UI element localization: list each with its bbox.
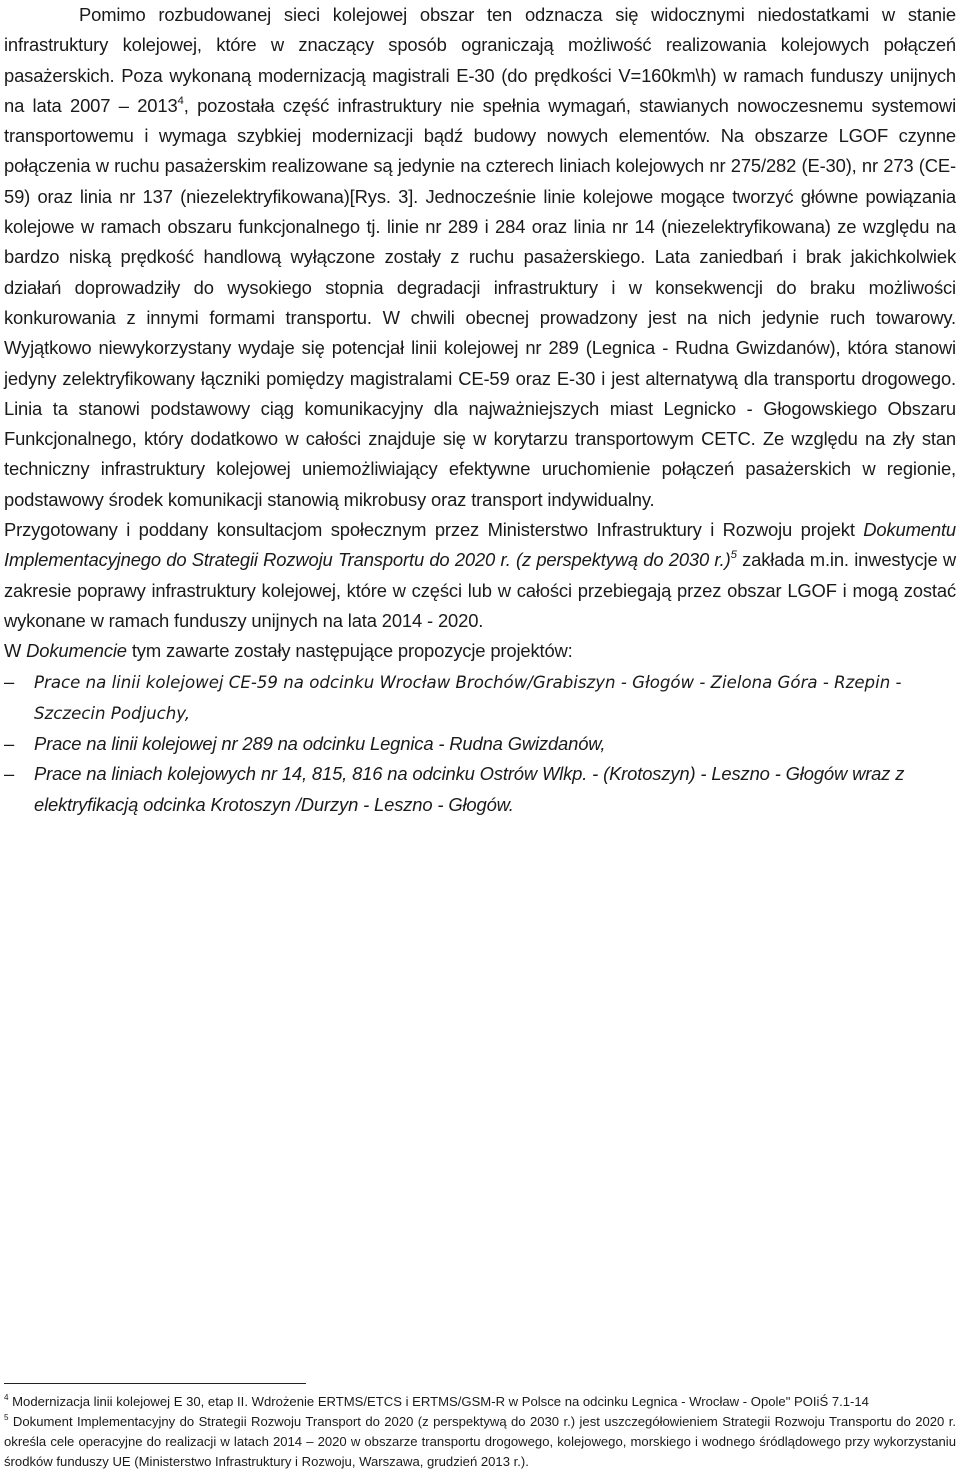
paragraph-text: zakłada m.in. inwestycje w zakresie poprawy infrastruktury kolejowej, które w części lub w całości przebiegają przez obszar LGOF i mogą zostać wykonane w ramach funduszy unijnych na lata 2014 - 2020. (4, 549, 956, 631)
footnote-4 (4, 1392, 956, 1412)
footnote-number: 4 (4, 1392, 9, 1402)
document-reference: Dokumencie (26, 640, 127, 662)
paragraph-projects-intro (4, 515, 956, 636)
paragraph-text: Przygotowany i poddany konsultacjom społecznym przez Ministerstwo Infrastruktury i Rozwoju projekt (4, 519, 864, 541)
list-item-text: Prace na liniach kolejowych nr 14, 815, 816 na odcinku Ostrów Wlkp. - (Krotoszyn) - Leszno - Głogów wraz z elektryfikacją odcinka Krotoszyn /Durzyn - Leszno - Głogów. (34, 763, 905, 815)
footnote-text: Dokument Implementacyjny do Strategii Rozwoju Transport do 2020 (z perspektywą do 2030 r.) jest uszczegółowieniem Strategii Rozwoju Transportu do 2020 r. określa cele operacyjne do realizacji w latach 2014 – 2020 w obszarze transportu drogowego, kolejowego, morskiego i wodnego śródlądowego przy wykorzystaniu środków funduszy UE (Ministerstwo Infrastruktury i Rozwoju, Warszawa, grudzień 2013 r.). (4, 1414, 956, 1469)
dash-bullet: – (4, 763, 15, 785)
footnote-separator (4, 1383, 306, 1384)
paragraph-text: tym zawarte zostały następujące propozycje projektów: (126, 640, 573, 662)
document-title: Dokumentu Implementacyjnego do Strategii Rozwoju Transportu do 2020 r. (z perspektywą do 2030 r.) (4, 519, 956, 571)
paragraph-text: W (4, 640, 27, 662)
dash-bullet: – (4, 733, 15, 755)
footnote-number: 5 (4, 1412, 9, 1422)
paragraph-infrastructure (4, 0, 956, 515)
list-item-text: Prace na linii kolejowej nr 289 na odcinku Legnica - Rudna Gwizdanów, (34, 733, 606, 755)
footnote-text: Modernizacja linii kolejowej E 30, etap II. Wdrożenie ERTMS/ETCS i ERTMS/GSM-R w Polsce na odcinku Legnica - Wrocław - Opole" POIiŚ 7.1-14 (8, 1394, 869, 1409)
paragraph-list-intro (4, 636, 956, 666)
list-item (4, 667, 956, 730)
footnotes (4, 1392, 956, 1472)
paragraph-text: Pomimo rozbudowanej sieci kolejowej obszar ten odznacza się widocznymi niedostatkami w stanie infrastruktury kolejowej, które w znaczący sposób ograniczają możliwość realizowania kolejowych połączeń pasażerskich. Poza wykonaną modernizacją magistrali E-30 (do prędkości V=160km\h) w ramach funduszy unijnych na lata 2007 – 2013 (4, 4, 956, 116)
footnote-5 (4, 1412, 956, 1472)
list-item-text: Prace na linii kolejowej CE-59 na odcinku Wrocław Brochów/Grabiszyn - Głogów - Zielona Góra - Rzepin - Szczecin Podjuchy, (34, 672, 902, 723)
paragraph-text: , pozostała część infrastruktury nie spełnia wymagań, stawianych nowoczesnemu systemowi transportowemu i wymaga szybkiej modernizacji bądź budowy nowych elementów. Na obszarze LGOF czynne połączenia w ruchu pasażerskim realizowane są jedynie na czterech liniach kolejowych nr 275/282 (E-30), nr 273 (CE-59) oraz linia nr 137 (niezelektryfikowana)[Rys. 3]. Jednocześnie linie kolejowe mogące tworzyć główne powiązania kolejowe w ramach obszaru funkcjonalnego tj. linie nr 289 i 284 oraz linia nr 14 (niezelektryfikowana) ze względu na bardzo niską prędkość handlową wyłączone zostały z ruchu pasażerskiego. Lata zaniedbań i brak jakichkolwiek działań doprowadziły do wysokiego stopnia degradacji infrastruktury i w konsekwencji do braku możliwości konkurowania z innymi formami transportu. W chwili obecnej prowadzony jest na nich jedynie ruch towarowy. Wyjątkowo niewykorzystany wydaje się potencjał linii kolejowej nr 289 (Legnica - Rudna Gwizdanów), która stanowi jedyny zelektryfikowany łączniki pomiędzy magistralami CE-59 oraz E-30 i jest alternatywą dla transportu drogowego. Linia ta stanowi podstawowy ciąg komunikacyjny dla najważniejszych miast Legnicko - Głogowskiego Obszaru Funkcjonalnego, który dodatkowo w całości znajduje się w korytarzu transportowym CETC. Ze względu na zły stan techniczny infrastruktury kolejowej uniemożliwiający efektywne uruchomienie połączeń pasażerskich w regionie, podstawowy środek komunikacji stanowią mikrobusy oraz transport indywidualny. (4, 94, 956, 510)
body-text (4, 0, 956, 820)
project-list (4, 667, 956, 820)
footnote-ref-5[interactable]: 5 (730, 549, 737, 562)
list-item (4, 759, 956, 820)
list-item (4, 729, 956, 759)
footnote-ref-4[interactable]: 4 (177, 94, 184, 107)
dash-bullet: – (4, 670, 15, 692)
